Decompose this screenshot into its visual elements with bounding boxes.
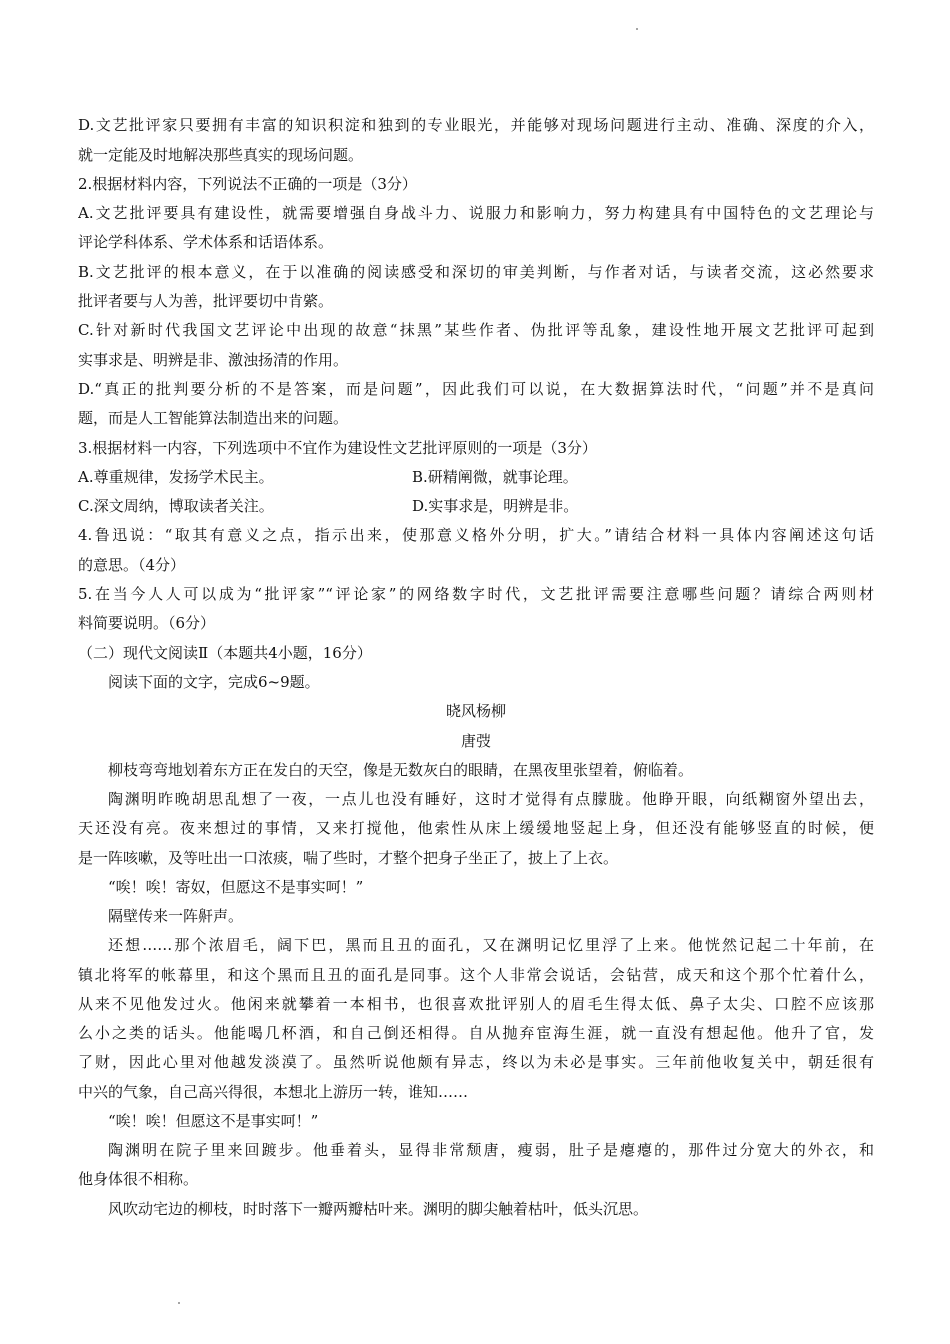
scan-speck bbox=[178, 1302, 180, 1304]
q3-option-d: D.实事求是，明辨是非。 bbox=[412, 497, 579, 515]
question-5-line-1: 5.在当今人人可以成为“批评家”“评论家”的网络数字时代，文艺批评需要注意哪些问题？请综合两则材 bbox=[78, 585, 874, 603]
story-paragraph-4-line-1: 还想……那个浓眉毛，阔下巴，黑而且丑的面孔，又在渊明记忆里浮了上来。他恍然记起二十年前，在 bbox=[108, 936, 874, 954]
q3-option-b: B.研精阐微，就事论理。 bbox=[412, 468, 578, 486]
q2-option-c-line-2: 实事求是、明辨是非、激浊扬清的作用。 bbox=[78, 351, 349, 369]
story-paragraph-4-line-6: 中兴的气象，自己高兴得很，本想北上游历一转，谁知…… bbox=[78, 1083, 469, 1101]
story-paragraph-2-line-2: 天还没有亮。夜来想过的事情，又来打搅他，他索性从床上缓缓地竖起上身，但还没有能够竖直的时候，便 bbox=[78, 819, 874, 837]
reading-instruction: 阅读下面的文字，完成6~9题。 bbox=[108, 673, 320, 691]
story-paragraph-1: 柳枝弯弯地划着东方正在发白的天空，像是无数灰白的眼睛，在黑夜里张望着，俯临着。 bbox=[108, 761, 694, 779]
q2-option-d-line-1: D.“真正的批判要分析的不是答案，而是问题”，因此我们可以说，在大数据算法时代，“问题”并不是真问 bbox=[78, 380, 874, 398]
scan-speck bbox=[636, 28, 638, 30]
story-paragraph-4-line-2: 镇北将军的帐幕里，和这个黑而且丑的面孔是同事。这个人非常会说话，会钻营，成天和这个那个忙着什么， bbox=[78, 966, 874, 984]
question-4-line-1: 4.鲁迅说：“取其有意义之点，指示出来，使那意义格外分明，扩大。”请结合材料一具体内容阐述这句话 bbox=[78, 526, 874, 544]
story-paragraph-5-line-2: 他身体很不相称。 bbox=[78, 1170, 199, 1188]
question-4-line-2: 的意思。（4分） bbox=[78, 556, 186, 574]
q3-option-a: A.尊重规律，发扬学术民主。 bbox=[78, 468, 274, 486]
q2-option-a-line-2: 评论学科体系、学术体系和话语体系。 bbox=[78, 233, 334, 251]
story-paragraph-4-line-4: 么小之类的话头。他能喝几杯酒，和自己倒还相得。自从抛弃宦海生涯，就一直没有想起他。他升了官，发 bbox=[78, 1024, 874, 1042]
option-d-line-1: D.文艺批评家只要拥有丰富的知识积淀和独到的专业眼光，并能够对现场问题进行主动、准确、深度的介入， bbox=[78, 116, 874, 134]
q3-option-c: C.深文周纳，博取读者关注。 bbox=[78, 497, 274, 515]
section-heading: （二）现代文阅读Ⅱ（本题共4小题，16分） bbox=[78, 644, 372, 662]
story-paragraph-2-line-3: 是一阵咳嗽，及等吐出一口浓痰，喘了些时，才整个把身子坐正了，披上了上衣。 bbox=[78, 849, 619, 867]
q2-option-a-line-1: A.文艺批评要具有建设性，就需要增强自身战斗力、说服力和影响力，努力构建具有中国特色的文艺理论与 bbox=[78, 204, 874, 222]
story-author: 唐弢 bbox=[460, 732, 491, 750]
story-paragraph-2-line-1: 陶渊明昨晚胡思乱想了一夜，一点儿也没有睡好，这时才觉得有点朦胧。他睁开眼，向纸糊窗外望出去， bbox=[108, 790, 874, 808]
question-2-stem: 2.根据材料内容，下列说法不正确的一项是（3分） bbox=[78, 175, 417, 193]
q2-option-c-line-1: C.针对新时代我国文艺评论中出现的故意“抹黑”某些作者、伪批评等乱象，建设性地开展文艺批评可起到 bbox=[78, 321, 874, 339]
question-5-line-2: 料简要说明。（6分） bbox=[78, 614, 216, 632]
story-paragraph-4-line-5: 了财，因此心里对他越发淡漠了。虽然听说他颇有异志，终以为未必是事实。三年前他收复关中，朝廷很有 bbox=[78, 1053, 874, 1071]
story-paragraph-3: 隔壁传来一阵鼾声。 bbox=[108, 907, 244, 925]
question-3-stem: 3.根据材料一内容，下列选项中不宜作为建设性文艺批评原则的一项是（3分） bbox=[78, 439, 597, 457]
story-paragraph-4-line-3: 从来不见他发过火。他闲来就攀着一本相书，也很喜欢批评别人的眉毛生得太低、鼻子太尖、口腔不应该那 bbox=[78, 995, 874, 1013]
story-paragraph-5-line-1: 陶渊明在院子里来回踱步。他垂着头，显得非常颓唐，瘦弱，肚子是瘪瘪的，那件过分宽大的外衣，和 bbox=[108, 1141, 874, 1159]
story-dialogue-1: “唉！唉！寄奴，但愿这不是事实呵！” bbox=[108, 878, 364, 896]
story-paragraph-6: 风吹动宅边的柳枝，时时落下一瓣两瓣枯叶来。渊明的脚尖触着枯叶，低头沉思。 bbox=[108, 1200, 649, 1218]
q2-option-d-line-2: 题，而是人工智能算法制造出来的问题。 bbox=[78, 409, 349, 427]
story-dialogue-2: “唉！唉！但愿这不是事实呵！” bbox=[108, 1112, 319, 1130]
option-d-line-2: 就一定能及时地解决那些真实的现场问题。 bbox=[78, 146, 364, 164]
q2-option-b-line-2: 批评者要与人为善，批评要切中肯綮。 bbox=[78, 292, 334, 310]
q2-option-b-line-1: B.文艺批评的根本意义，在于以准确的阅读感受和深切的审美判断，与作者对话，与读者交流，这必然要求 bbox=[78, 263, 874, 281]
story-title: 晓风杨柳 bbox=[445, 702, 506, 720]
